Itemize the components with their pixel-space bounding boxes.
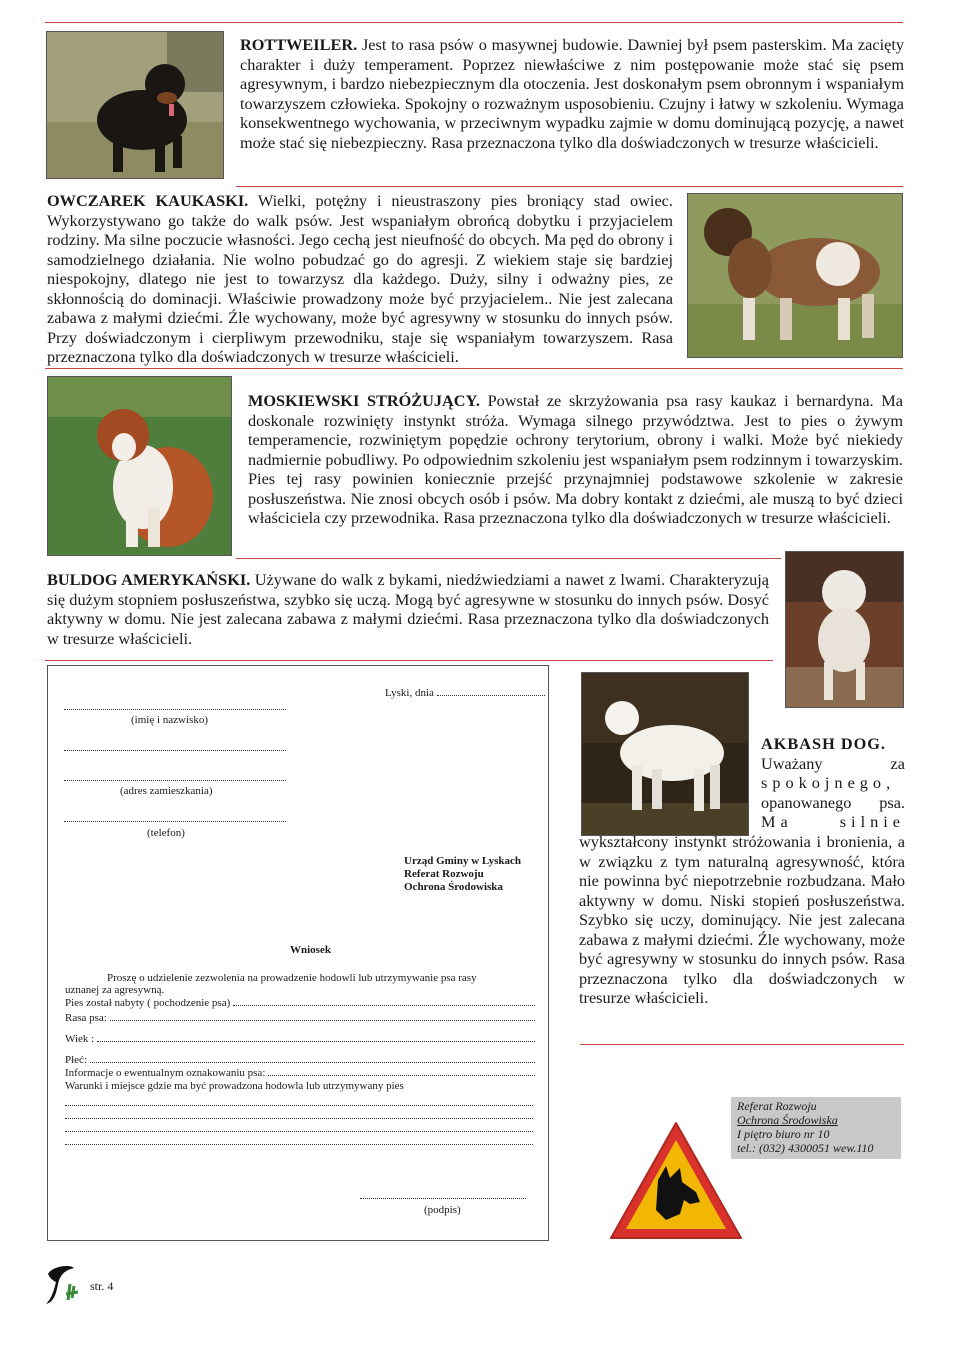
section-rule-5 bbox=[580, 1044, 904, 1045]
contact-line-2: Ochrona Środowiska bbox=[737, 1113, 838, 1127]
conditions-field-2[interactable] bbox=[65, 1118, 533, 1119]
akbash-line-2: spokojnego, bbox=[761, 773, 896, 792]
akbash-text: wykształcony instynkt stróżowania i bronienia, a w związku z tym naturalną agresywność, która nie powinna być niepotrzebnie rozbudzana. Mało aktywny w domu. Niski stopień posłuszeństwa. Szybko się uczy, dominujący. Nie jest zalecana zabawa z małymi dziećmi. Źle wychowany, może być agresywny w stosunku do innych psów. Rasa przeznaczona tylko dla doświadczonych w tresurze właścicieli. bbox=[579, 832, 905, 1007]
rottweiler-image bbox=[47, 32, 223, 178]
conditions-label: Warunki i miejsce gdzie ma być prowadzona hodowla lub utrzymywany pies bbox=[65, 1080, 404, 1092]
signature-field[interactable] bbox=[360, 1198, 526, 1199]
recipient-line-2: Referat Rozwoju bbox=[404, 868, 484, 880]
address-field-2[interactable] bbox=[64, 780, 286, 781]
section-rule-1 bbox=[236, 186, 903, 187]
address-label: (adres zamieszkania) bbox=[120, 785, 213, 797]
recipient-line-1: Urząd Gminy w Lyskach bbox=[404, 855, 522, 867]
buldog-photo bbox=[785, 551, 904, 708]
buldog-heading: BULDOG AMERYKAŃSKI. bbox=[47, 570, 251, 589]
owczarek-text: Wielki, potężny i nieustraszony pies broniący stad owiec. Wykorzystywano go także do walk psów. Jest wspaniałym obrońcą dobytku i przyjacielem rodziny. Ma silne poczucie własności. Jego cechą jest nieufność do obcych. Ma pęd do obrony i samodzielnego działania. Nie wolno pobudzać go do agresji. Z wiekiem staje się bardziej niespokojny, dlatego nie jest to towarzysz dla każdego. Duży, silny i odważny pies, ze skłonnością do dominacji. Właściwie prowadzony może być przyjacielem.. Nie jest zalecana zabawa z małymi dziećmi. Źle wychowany, może być agresywny w stosunku do innych psów. Przy doświadczonym i cierpliwym przewodniku, staje się wspaniałym towarzyszem. Rasa przeznaczona tylko dla doświadczonych w tresurze właścicieli. bbox=[47, 191, 673, 366]
akbash-line-1: Uważany za bbox=[761, 753, 905, 773]
moskiewski-photo bbox=[47, 376, 232, 556]
recipient-line-3: Ochrona Środowiska bbox=[404, 881, 503, 893]
contact-line-4: tel.: (032) 4300051 wew.110 bbox=[737, 1141, 874, 1155]
publication-logo-icon bbox=[40, 1262, 90, 1308]
buldog-image bbox=[786, 552, 903, 707]
request-line-1: Proszę o udzielenie zezwolenia na prowadzenie hodowli lub utrzymywanie psa rasy bbox=[107, 972, 477, 984]
rottweiler-text: Jest to rasa psów o masywnej budowie. Dawniej był psem pasterskim. Ma zacięty charakter i duży temperament. Poprzez niewłaściwe z nim postępowanie może stać się psem agresywnym, i bardzo niebezpiecznym dla otoczenia. Jest doskonałym psem obronnym i wspaniałym towarzyszem człowieka. Spokojny o rozważnym usposobieniu. Czujny i łatwy w szkoleniu. Wymaga konsekwentnego wychowania, w przeciwnym wypadku zajmie w domu dominującą pozycję, a nawet może stać się niebezpieczny. Rasa przeznaczona tylko dla doświadczonych w tresurze właścicieli. bbox=[240, 35, 904, 152]
request-line-2: uznanej za agresywną. bbox=[65, 984, 165, 996]
owczarek-description bbox=[47, 191, 673, 367]
top-rule bbox=[45, 22, 903, 23]
breed-field[interactable] bbox=[110, 1020, 535, 1021]
page-number: str. 4 bbox=[90, 1279, 114, 1293]
recipient-block bbox=[404, 855, 521, 894]
buldog-description bbox=[47, 570, 769, 648]
rottweiler-heading: ROTTWEILER. bbox=[240, 35, 358, 54]
conditions-field-4[interactable] bbox=[65, 1144, 533, 1145]
rottweiler-description bbox=[240, 35, 904, 152]
akbash-image bbox=[582, 673, 748, 835]
phone-label: (telefon) bbox=[147, 827, 185, 839]
breed-label: Rasa psa: bbox=[65, 1012, 107, 1024]
akbash-line-3: opanowanego psa. bbox=[761, 792, 905, 812]
akbash-intro bbox=[761, 734, 905, 832]
owczarek-photo bbox=[687, 193, 903, 358]
age-field[interactable] bbox=[97, 1041, 535, 1042]
origin-field[interactable] bbox=[233, 1005, 535, 1006]
place-date-label: Lyski, dnia bbox=[385, 687, 434, 699]
origin-label: Pies został nabyty ( pochodzenie psa) bbox=[65, 997, 231, 1009]
akbash-heading: AKBASH DOG. bbox=[761, 734, 886, 753]
application-form bbox=[47, 665, 549, 1241]
owczarek-heading: OWCZAREK KAUKASKI. bbox=[47, 191, 249, 210]
place-date-field[interactable] bbox=[437, 695, 545, 696]
section-rule-3 bbox=[236, 558, 781, 559]
age-label: Wiek : bbox=[65, 1033, 95, 1045]
akbash-line-4: Ma silnie bbox=[761, 812, 905, 831]
sex-line bbox=[65, 1054, 535, 1067]
akbash-description bbox=[579, 832, 905, 1008]
section-rule-4 bbox=[45, 660, 773, 661]
breed-line bbox=[65, 1012, 535, 1025]
origin-line bbox=[65, 997, 535, 1010]
buldog-text: Używane do walk z bykami, niedźwiedziami a nawet z lwami. Charakteryzują się dużym stopniem posłuszeństwa, szybko się uczą. Mogą być agresywne w stosunku do innych psów. Dosyć aktywny w domu. Nie jest zalecana zabawa z małymi dziećmi. Rasa przeznaczona tylko dla doświadczonych w tresurze właścicieli. bbox=[47, 570, 769, 648]
phone-field[interactable] bbox=[64, 821, 286, 822]
moskiewski-image bbox=[48, 377, 231, 555]
owczarek-image bbox=[688, 194, 902, 357]
sex-field[interactable] bbox=[90, 1062, 535, 1063]
sex-label: Płeć: bbox=[65, 1054, 87, 1066]
marking-field[interactable] bbox=[268, 1075, 535, 1076]
address-field-1[interactable] bbox=[64, 750, 286, 751]
contact-line-3: I piętro biuro nr 10 bbox=[737, 1127, 830, 1141]
contact-line-1: Referat Rozwoju bbox=[737, 1099, 817, 1113]
marking-label: Informacje o ewentualnym oznakowaniu psa: bbox=[65, 1067, 266, 1079]
conditions-field-3[interactable] bbox=[65, 1131, 533, 1132]
dog-warning-sign-icon bbox=[606, 1118, 746, 1243]
moskiewski-heading: MOSKIEWSKI STRÓŻUJĄCY. bbox=[248, 391, 480, 410]
moskiewski-text: Powstał ze skrzyżowania psa rasy kaukaz i bernardyna. Ma doskonale rozwinięty instynkt stróża. Wymaga silnego przywództwa. Jest to pies o żywym temperamencie, rozwiniętym popędzie ochrony terytorium, obrony i walki. Może być niekiedy nadmiernie pobudliwy. Po odpowiednim szkoleniu jest wspaniałym psem rodzinnym i towarzyskim. Pies tej rasy powinien koniecznie przejść przynajmniej podstawowe szkolenie w zakresie posłuszeństwa. Nie znosi obcych osób i psów. Ma dobry kontakt z dziećmi, ale muszą to być dzieci właściciela czy przewodnika. Rasa przeznaczona tylko dla doświadczonych w tresurze właścicieli. bbox=[248, 391, 903, 527]
marking-line bbox=[65, 1067, 535, 1080]
signature-label: (podpis) bbox=[424, 1204, 461, 1216]
place-date-line bbox=[385, 687, 545, 700]
rottweiler-photo bbox=[46, 31, 224, 179]
akbash-photo bbox=[581, 672, 749, 836]
contact-note bbox=[731, 1097, 901, 1159]
conditions-field-1[interactable] bbox=[65, 1105, 533, 1106]
moskiewski-description bbox=[248, 391, 903, 528]
name-field[interactable] bbox=[64, 709, 286, 710]
name-label: (imię i nazwisko) bbox=[131, 714, 208, 726]
form-title: Wniosek bbox=[290, 944, 331, 956]
section-rule-2 bbox=[45, 368, 903, 369]
age-line bbox=[65, 1033, 535, 1046]
